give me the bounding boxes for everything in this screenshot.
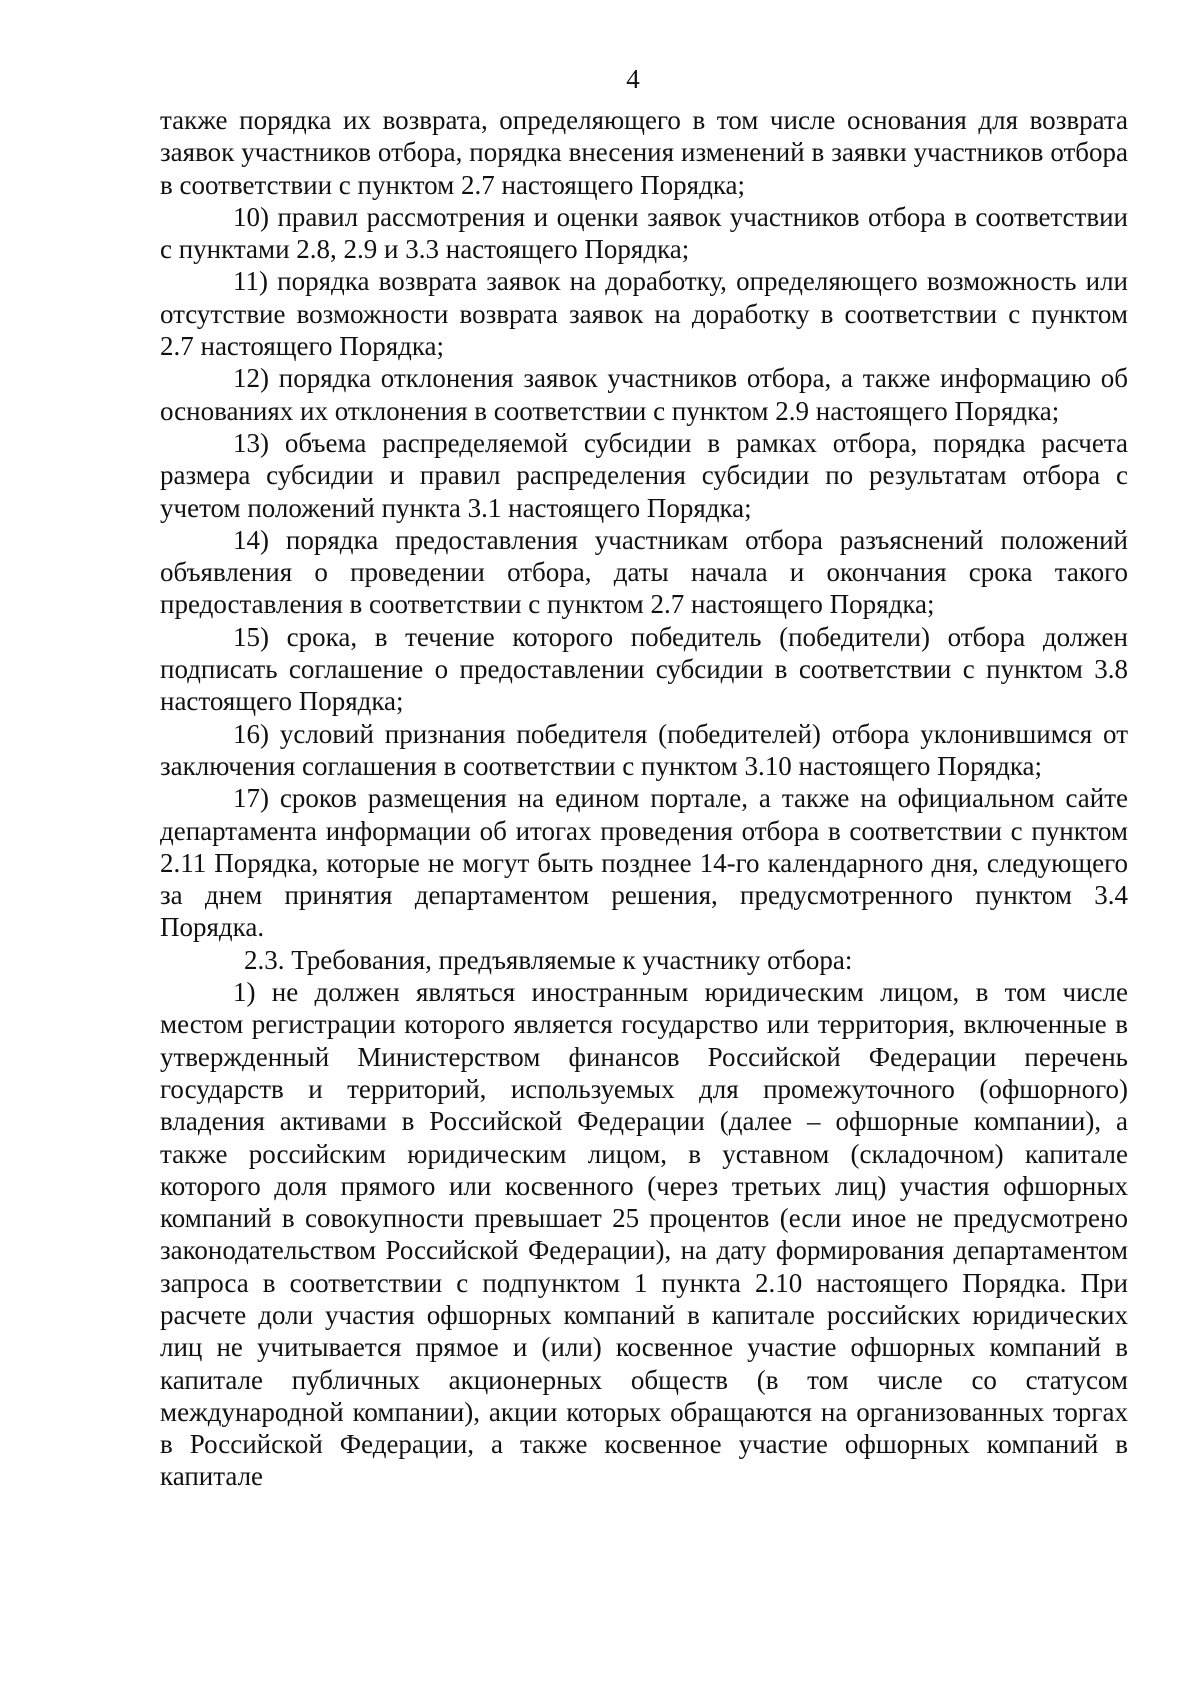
list-item-12: 12) порядка отклонения заявок участников отбора, а также информацию об основаниях их отклонения в соответствии с пунктом 2.9 настоящего Порядка; [160, 363, 1128, 426]
requirement-item-1: 1) не должен являться иностранным юридическим лицом, в том числе местом регистрации которого является государство или территория, включенные в утвержденный Министерством финансов Российской Федерации перечень государств и территорий, используемых для промежуточного (офшорного) владения активами в Российской Федерации (далее – офшорные компании), а также российским юридическим лицом, в уставном (складочном) капитале которого доля прямого или косвенного (через третьих лиц) участия офшорных компаний в совокупности превышает 25 процентов (если иное не предусмотрено законодательством Российской Федерации), на дату формирования департаментом запроса в соответствии с подпунктом 1 пункта 2.10 настоящего Порядка. При расчете доли участия офшорных компаний в капитале российских юридических лиц не учитывается прямое и (или) косвенное участие офшорных компаний в капитале публичных акционерных обществ (в том числе со статусом международной компании), акции которых обращаются на организованных торгах в Российской Федерации, а также косвенное участие офшорных компаний в капитале [160, 977, 1128, 1492]
section-heading-2-3: 2.3. Требования, предъявляемые к участнику отбора: [244, 944, 853, 975]
list-item-16: 16) условий признания победителя (победителей) отбора уклонившимся от заключения соглашения в соответствии с пунктом 3.10 настоящего Порядка; [160, 718, 1128, 781]
list-item-11: 11) порядка возврата заявок на доработку, определяющего возможность или отсутствие возможности возврата заявок на доработку в соответствии с пунктом 2.7 настоящего Порядка; [160, 266, 1128, 362]
list-item-10: 10) правил рассмотрения и оценки заявок участников отбора в соответствии с пунктами 2.8, 2.9 и 3.3 настоящего Порядка; [160, 201, 1128, 265]
list-item-13: 13) объема распределяемой субсидии в рамках отбора, порядка расчета размера субсидии и правил распределения субсидии по результатам отбора с учетом положений пункта 3.1 настоящего Порядка; [160, 427, 1128, 523]
list-item-14: 14) порядка предоставления участникам отбора разъяснений положений объявления о проведении отбора, даты начала и окончания срока такого предоставления в соответствии с пунктом 2.7 настоящего Порядка; [160, 524, 1128, 620]
document-body [160, 104, 1128, 1493]
paragraph-continuation: также порядка их возврата, определяющего в том числе основания для возврата заявок участников отбора, порядка внесения изменений в заявки участников отбора в соответствии с пунктом 2.7 настоящего Порядка; [160, 105, 1128, 200]
list-item-15: 15) срока, в течение которого победитель (победители) отбора должен подписать соглашение о предоставлении субсидии в соответствии с пунктом 3.8 настоящего Порядка; [160, 621, 1128, 717]
page-number: 4 [626, 64, 640, 94]
list-item-17: 17) сроков размещения на едином портале, а также на официальном сайте департамента информации об итогах проведения отбора в соответствии с пунктом 2.11 Порядка, которые не могут быть позднее 14-го календарного дня, следующего за днем принятия департаментом решения, предусмотренного пунктом 3.4 Порядка. [160, 783, 1128, 943]
